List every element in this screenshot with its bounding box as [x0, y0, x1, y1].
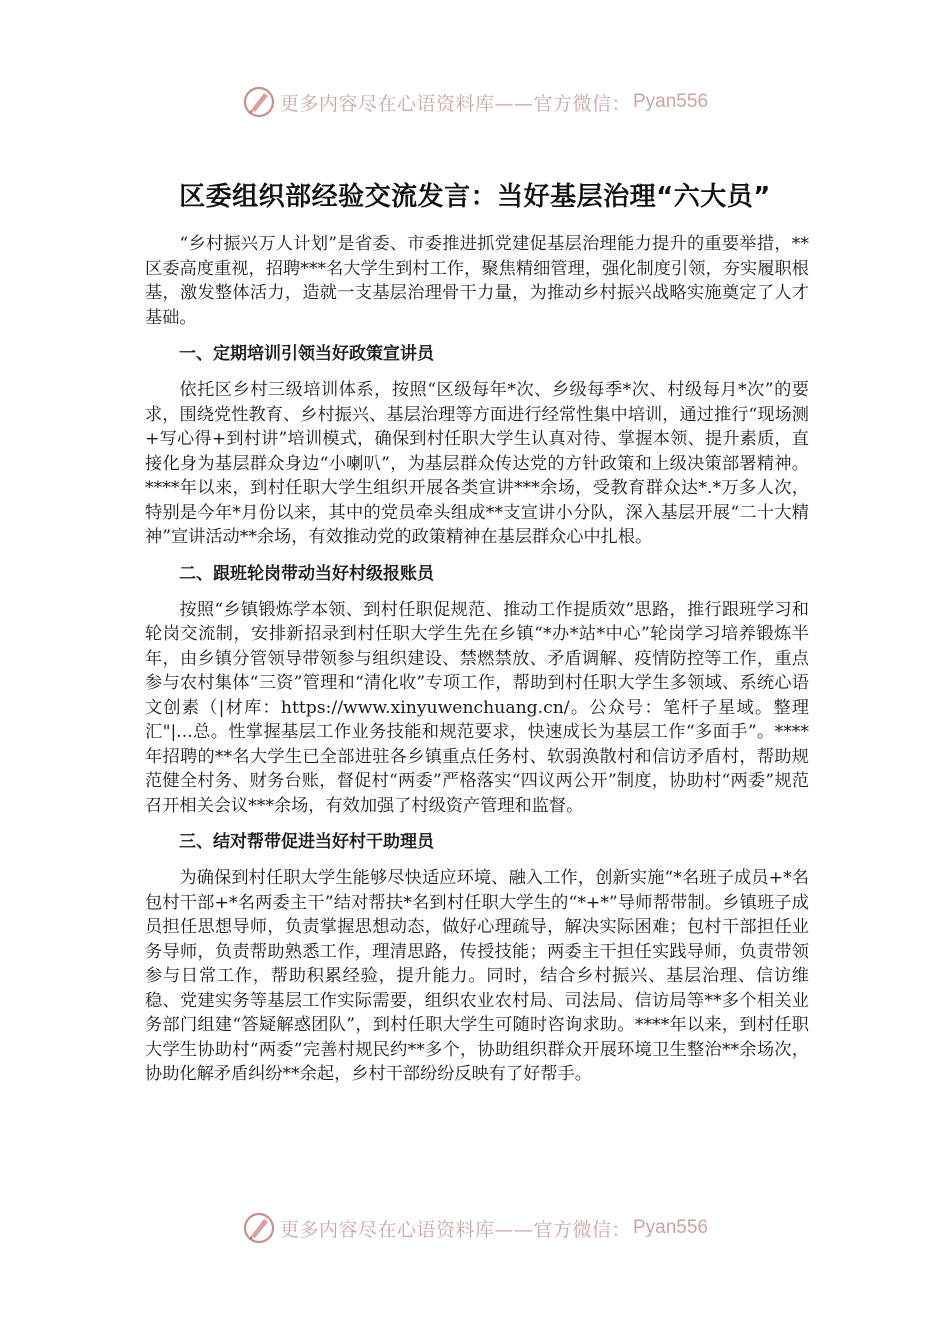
footer-watermark-banner — [0, 1208, 950, 1248]
document-body — [145, 232, 809, 1087]
header-watermark-banner — [0, 82, 950, 122]
pen-circle-logo-icon — [242, 85, 276, 119]
section-heading-2: 二、跟班轮岗带动当好村级报账员 — [179, 563, 434, 584]
section-body-3: 为确保到村任职大学生能够尽快适应环境、融入工作，创新实施“*名班子成员+*名包村干部+*名两委主干”结对帮扶*名到村任职大学生的“*+*”导师帮带制。乡镇班子成员担任思想导师，负责掌握思想动态，做好心理疏导，解决实际困难；包村干部担任业务导师，负责帮助熟悉工作，理清思路，传授技能；两委主干担任实践导师，负责带领参与日常工作，帮助积累经验，提升能力。同时，结合乡村振兴、基层治理、信访维稳、党建实务等基层工作实际需要，组织农业农村局、司法局、信访局等**多个相关业务部门组建“答疑解惑团队”，到村任职大学生可随时咨询求助。****年以来，到村任职大学生协助村“两委”完善村规民约**多个，协助组织群众开展环境卫生整治**余场次，协助化解矛盾纠纷**余起，乡村干部纷纷反映有了好帮手。 — [145, 868, 809, 1084]
banner-wechat-id: Pyan556 — [633, 1217, 709, 1238]
banner-wechat-id: Pyan556 — [633, 91, 709, 112]
section-heading-1: 一、定期培训引领当好政策宣讲员 — [179, 344, 434, 364]
section-heading-3: 三、结对帮带促进当好村干助理员 — [179, 832, 434, 852]
section-body-2: 按照“乡镇锻炼学本领、到村任职促规范、推动工作提质效”思路，推行跟班学习和轮岗交流制，安排新招录到村任职大学生先在乡镇“*办*站*中心”轮岗学习培养锻炼半年，由乡镇分管领导带领参与组织建设、禁燃禁放、矛盾调解、疫情防控等工作，重点参与农村集体“三资”管理和“清化收”专项工作，帮助到村任职大学生多领域、系统心语文创素（|材库：https://www.xinyuwenchuang.cn/。公众号：笔杆子星域。整理汇"|...总。性掌握基层工作业务技能和规范要求，快速成长为基层工作“多面手”。****年招聘的**名大学生已全部进驻各乡镇重点任务村、软弱涣散村和信访矛盾村，帮助规范健全村务、财务台账，督促村“两委”严格落实“四议两公开”制度，协助村“两委”规范召开相关会议***余场，有效加强了村级资产管理和监督。 — [145, 599, 809, 816]
document-title: 区委组织部经验交流发言：当好基层治理“六大员” — [179, 182, 771, 212]
banner-text: 更多内容尽在心语资料库——官方微信： — [279, 92, 631, 115]
banner-text: 更多内容尽在心语资料库——官方微信： — [279, 1218, 631, 1241]
section-body-1: 依托区乡村三级培训体系，按照“区级每年*次、乡级每季*次、村级每月*次”的要求，围绕党性教育、乡村振兴、基层治理等方面进行经常性集中培训，通过推行“现场测+写心得+到村讲”培训模式，确保到村任职大学生认真对待、掌握本领、提升素质，直接化身为基层群众身边“小喇叭”，为基层群众传达党的方针政策和上级决策部署精神。****年以来，到村任职大学生组织开展各类宣讲***余场，受教育群众达*.*万多人次，特别是今年*月份以来，其中的党员牵头组成**支宣讲小分队，深入基层开展“二十大精神”宣讲活动**余场，有效推动党的政策精神在基层群众心中扎根。 — [145, 380, 809, 547]
intro-paragraph: “乡村振兴万人计划”是省委、市委推进抓党建促基层治理能力提升的重要举措，**区委高度重视，招聘***名大学生到村工作，聚焦精细管理，强化制度引领，夯实履职根基，激发整体活力，造就一支基层治理骨干力量，为推动乡村振兴战略实施奠定了人才基础。 — [145, 234, 809, 328]
pen-circle-logo-icon — [242, 1211, 276, 1245]
